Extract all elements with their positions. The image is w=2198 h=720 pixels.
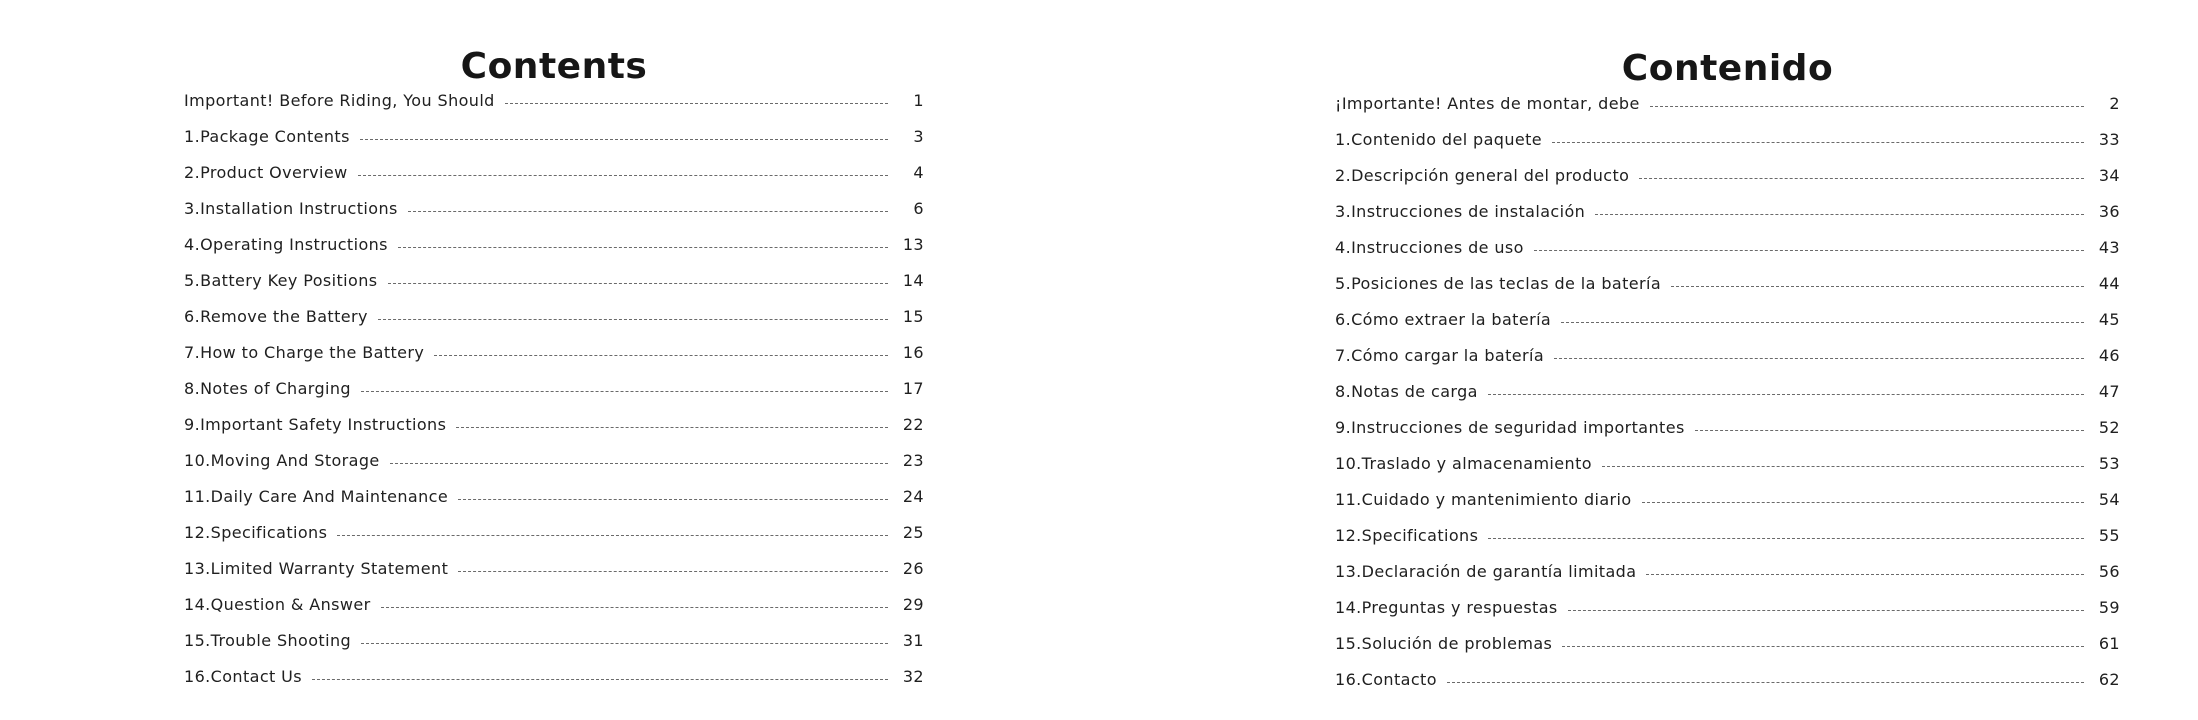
toc-entry-page-number: 62 [2098, 669, 2120, 689]
toc-entry-label: Important! Before Riding, You Should [184, 90, 495, 110]
dotted-leader [1534, 250, 2084, 251]
toc-entry[interactable] [184, 82, 924, 118]
dotted-leader [337, 535, 888, 536]
toc-entry-label: 2.Product Overview [184, 162, 348, 182]
toc-entry-page-number: 26 [902, 558, 924, 578]
toc-entry[interactable] [184, 370, 924, 406]
toc-entry[interactable] [1335, 517, 2120, 553]
dotted-leader [360, 139, 888, 140]
toc-entry-label: 1.Package Contents [184, 126, 350, 146]
toc-entry[interactable] [1335, 301, 2120, 337]
toc-entry-label: 3.Instrucciones de instalación [1335, 201, 1586, 221]
toc-entry-page-number: 59 [2098, 597, 2120, 617]
toc-entry[interactable] [1335, 553, 2120, 589]
dotted-leader [1646, 574, 2084, 575]
toc-entry[interactable] [1335, 121, 2120, 157]
dotted-leader [381, 607, 888, 608]
toc-entry[interactable] [1335, 625, 2120, 661]
toc-entry-label: 11.Daily Care And Maintenance [184, 486, 449, 506]
dotted-leader [1562, 646, 2084, 647]
dotted-leader [312, 679, 888, 680]
toc-entry-page-number: 13 [902, 234, 924, 254]
dotted-leader [1650, 106, 2084, 107]
dotted-leader [388, 283, 889, 284]
toc-entry[interactable] [184, 118, 924, 154]
dotted-leader [1561, 322, 2084, 323]
toc-entry-page-number: 25 [902, 522, 924, 542]
toc-entry-page-number: 3 [913, 126, 924, 146]
toc-entry-label: 5.Posiciones de las teclas de la batería [1335, 273, 1662, 293]
toc-entry-page-number: 52 [2098, 417, 2120, 437]
page-title: Contenido [1621, 48, 1834, 90]
dotted-leader [1671, 286, 2084, 287]
toc-entry[interactable] [184, 334, 924, 370]
toc-entry-label: 1.Contenido del paquete [1335, 129, 1543, 149]
toc-entry[interactable] [1335, 229, 2120, 265]
toc-entry-page-number: 34 [2098, 165, 2120, 185]
toc-entry[interactable] [184, 442, 924, 478]
toc-entry[interactable] [184, 550, 924, 586]
dotted-leader [361, 391, 888, 392]
toc-entry[interactable] [1335, 481, 2120, 517]
toc-entry-label: 6.Cómo extraer la batería [1335, 309, 1552, 329]
toc-entry-label: 7.How to Charge the Battery [184, 342, 425, 362]
toc-entry-label: 4.Operating Instructions [184, 234, 388, 254]
toc-entry-label: 14.Preguntas y respuestas [1335, 597, 1558, 617]
toc-entry-label: 7.Cómo cargar la batería [1335, 345, 1545, 365]
toc-entry[interactable] [184, 622, 924, 658]
dotted-leader [1595, 214, 2084, 215]
toc-entry-label: 9.Important Safety Instructions [184, 414, 447, 434]
toc-entry-label: 15.Solución de problemas [1335, 633, 1553, 653]
dotted-leader [390, 463, 888, 464]
toc-entry-label: 12.Specifications [184, 522, 328, 542]
dotted-leader [458, 499, 888, 500]
toc-entry-label: 3.Installation Instructions [184, 198, 398, 218]
dotted-leader [1639, 178, 2084, 179]
toc-entry-page-number: 31 [902, 630, 924, 650]
toc-entry[interactable] [184, 298, 924, 334]
dotted-leader [1488, 394, 2084, 395]
toc-entry-page-number: 47 [2098, 381, 2120, 401]
toc-entry-page-number: 45 [2098, 309, 2120, 329]
toc-entry-page-number: 14 [902, 270, 924, 290]
toc-entry-page-number: 46 [2098, 345, 2120, 365]
toc-entry-label: 15.Trouble Shooting [184, 630, 352, 650]
toc-list-english [184, 82, 924, 694]
toc-entry-page-number: 22 [902, 414, 924, 434]
toc-entry[interactable] [1335, 373, 2120, 409]
toc-entry-page-number: 16 [902, 342, 924, 362]
toc-entry-page-number: 54 [2098, 489, 2120, 509]
toc-entry[interactable] [184, 658, 924, 694]
toc-entry-page-number: 61 [2098, 633, 2120, 653]
toc-entry[interactable] [184, 262, 924, 298]
toc-entry-page-number: 32 [902, 666, 924, 686]
toc-entry[interactable] [1335, 445, 2120, 481]
toc-entry-label: 8.Notes of Charging [184, 378, 351, 398]
dotted-leader [1568, 610, 2084, 611]
toc-entry[interactable] [1335, 661, 2120, 697]
dotted-leader [458, 571, 888, 572]
toc-entry[interactable] [184, 586, 924, 622]
toc-entry[interactable] [1335, 193, 2120, 229]
toc-entry-label: 13.Declaración de garantía limitada [1335, 561, 1637, 581]
toc-entry[interactable] [1335, 337, 2120, 373]
toc-entry-page-number: 6 [913, 198, 924, 218]
dotted-leader [1552, 142, 2084, 143]
toc-entry[interactable] [1335, 85, 2120, 121]
toc-entry[interactable] [184, 226, 924, 262]
toc-entry-page-number: 17 [902, 378, 924, 398]
dotted-leader [358, 175, 888, 176]
toc-entry[interactable] [1335, 589, 2120, 625]
page-title: Contents [460, 46, 648, 88]
dotted-leader [1447, 682, 2084, 683]
toc-entry-page-number: 33 [2098, 129, 2120, 149]
toc-entry-label: 11.Cuidado y mantenimiento diario [1335, 489, 1632, 509]
toc-entry-label: 6.Remove the Battery [184, 306, 368, 326]
toc-entry-page-number: 43 [2098, 237, 2120, 257]
toc-entry[interactable] [1335, 157, 2120, 193]
toc-entry-page-number: 4 [913, 162, 924, 182]
toc-entry-page-number: 24 [902, 486, 924, 506]
toc-entry-label: 5.Battery Key Positions [184, 270, 378, 290]
toc-entry-page-number: 44 [2098, 273, 2120, 293]
toc-entry-label: 16.Contacto [1335, 669, 1437, 689]
toc-entry-label: 16.Contact Us [184, 666, 303, 686]
toc-entry-page-number: 23 [902, 450, 924, 470]
dotted-leader [1642, 502, 2084, 503]
toc-list-spanish [1335, 85, 2120, 697]
toc-entry[interactable] [1335, 265, 2120, 301]
toc-entry-label: 9.Instrucciones de seguridad importantes [1335, 417, 1685, 437]
toc-entry-label: ¡Importante! Antes de montar, debe [1335, 93, 1640, 113]
toc-entry-page-number: 2 [2109, 93, 2120, 113]
toc-entry-page-number: 29 [902, 594, 924, 614]
toc-entry[interactable] [184, 406, 924, 442]
toc-entry-page-number: 55 [2098, 525, 2120, 545]
toc-entry-page-number: 1 [913, 90, 924, 110]
toc-entry-label: 10.Moving And Storage [184, 450, 380, 470]
toc-entry-page-number: 53 [2098, 453, 2120, 473]
toc-entry-label: 12.Specifications [1335, 525, 1479, 545]
dotted-leader [398, 247, 888, 248]
dotted-leader [1488, 538, 2084, 539]
toc-entry-label: 4.Instrucciones de uso [1335, 237, 1524, 257]
toc-entry-page-number: 56 [2098, 561, 2120, 581]
toc-entry[interactable] [184, 478, 924, 514]
dotted-leader [1602, 466, 2084, 467]
toc-entry-label: 2.Descripción general del producto [1335, 165, 1630, 185]
toc-entry-label: 14.Question & Answer [184, 594, 371, 614]
dotted-leader [1554, 358, 2084, 359]
dotted-leader [1695, 430, 2084, 431]
dotted-leader [361, 643, 888, 644]
dotted-leader [378, 319, 888, 320]
toc-entry-label: 10.Traslado y almacenamiento [1335, 453, 1592, 473]
dotted-leader [434, 355, 888, 356]
toc-entry[interactable] [184, 190, 924, 226]
dotted-leader [408, 211, 888, 212]
toc-entry-label: 8.Notas de carga [1335, 381, 1478, 401]
toc-entry-label: 13.Limited Warranty Statement [184, 558, 449, 578]
toc-entry[interactable] [1335, 409, 2120, 445]
toc-entry[interactable] [184, 154, 924, 190]
toc-entry[interactable] [184, 514, 924, 550]
toc-entry-page-number: 15 [902, 306, 924, 326]
dotted-leader [456, 427, 888, 428]
dotted-leader [505, 103, 888, 104]
toc-entry-page-number: 36 [2098, 201, 2120, 221]
